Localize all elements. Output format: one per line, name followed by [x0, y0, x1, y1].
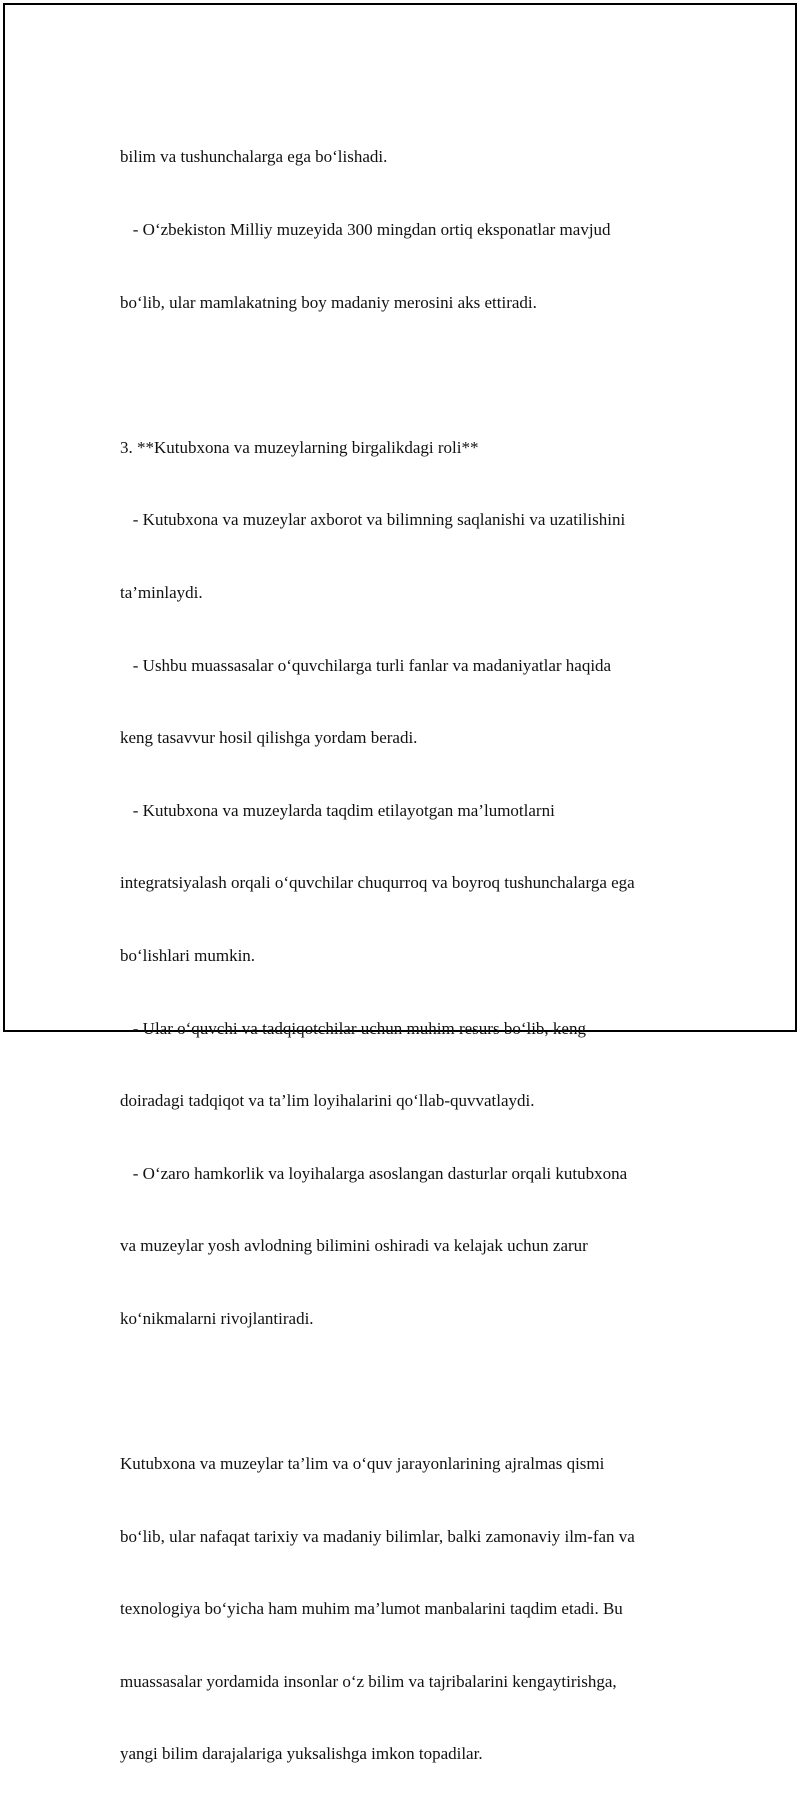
text-line: - Ushbu muassasalar o‘quvchilarga turli fanlar va madaniyatlar haqida: [120, 655, 612, 675]
blank-line: [120, 363, 690, 387]
text-line: bo‘lishlari mumkin.: [120, 945, 256, 965]
text-line: texnologiya bo‘yicha ham muhim ma’lumot manbalarini taqdim etadi. Bu: [120, 1599, 623, 1619]
text-line: muassasalar yordamida insonlar o‘z bilim va tajribalarini kengaytirishga,: [120, 1671, 617, 1691]
text-line: va muzeylar yosh avlodning bilimini oshiradi va kelajak uchun zarur: [120, 1236, 588, 1256]
text-line: - Kutubxona va muzeylar axborot va bilimning saqlanishi va uzatilishini: [120, 510, 626, 530]
text-line: - O‘zaro hamkorlik va loyihalarga asoslangan dasturlar orqali kutubxona: [120, 1163, 628, 1183]
text-line: - O‘zbekiston Milliy muzeyida 300 mingdan ortiq eksponatlar mavjud: [120, 220, 611, 239]
text-line: keng tasavvur hosil qilishga yordam beradi.: [120, 728, 418, 748]
blank-line: [120, 1380, 690, 1404]
text-line: ta’minlaydi.: [120, 582, 203, 602]
text-line: bo‘lib, ular nafaqat tarixiy va madaniy bilimlar, balki zamonaviy ilm-fan va: [120, 1526, 635, 1546]
document-body: [120, 97, 690, 1815]
text-line: ko‘nikmalarni rivojlantiradi.: [120, 1308, 314, 1328]
text-line: - Ular o‘quvchi va tadqiqotchilar uchun muhim resurs bo‘lib, keng: [120, 1018, 586, 1038]
text-line: doiradagi tadqiqot va ta’lim loyihalarini qo‘llab-quvvatlaydi.: [120, 1091, 535, 1111]
text-line: integratsiyalash orqali o‘quvchilar chuqurroq va boyroq tushunchalarga ega: [120, 873, 635, 893]
text-line: bo‘lib, ular mamlakatning boy madaniy merosini aks ettiradi.: [120, 292, 537, 312]
text-line: Kutubxona va muzeylar ta’lim va o‘quv jarayonlarining ajralmas qismi: [120, 1454, 605, 1474]
text-line: bilim va tushunchalarga ega bo‘lishadi.: [120, 147, 388, 167]
text-line: - Kutubxona va muzeylarda taqdim etilayotgan ma’lumotlarni: [120, 800, 555, 820]
text-line: yangi bilim darajalariga yuksalishga imkon topadilar.: [120, 1744, 483, 1764]
document-page: [3, 3, 797, 1764]
section-heading: 3. **Kutubxona va muzeylarning birgalikdagi roli**: [120, 437, 479, 457]
